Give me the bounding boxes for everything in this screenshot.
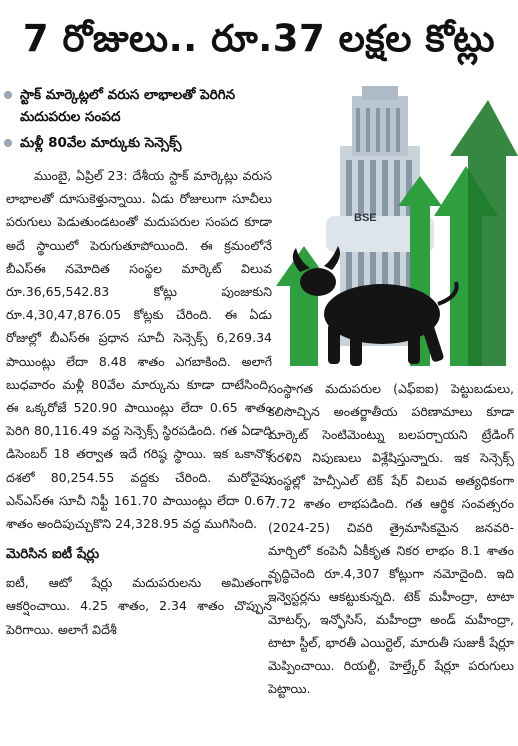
bullet-item (4, 132, 272, 154)
bullet-text: స్టాక్ మార్కెట్లలో వరుస లాభాలతో పెరిగిన మదుపరుల సంపద (20, 87, 236, 125)
article-subhead: మెరిసిన ఐటీ షేర్లు (6, 546, 100, 563)
bullet-text: మళ్లీ 80వేల మార్కుకు సెన్సెక్స్ (20, 135, 182, 151)
bullet-item (4, 84, 272, 128)
bse-bull-illustration (270, 86, 518, 376)
article-paragraph: ఐటీ, ఆటో షేర్లు మదుపరులను అమితంగా ఆకర్షించాయి. 4.25 శాతం, 2.34 శాతం చొప్పున పెరిగాయి. అలాగే విదేశీ (6, 575, 272, 637)
article-column-right (268, 377, 514, 700)
bse-sign: BSE (354, 212, 377, 224)
bullet-dot-icon (4, 139, 12, 147)
headline: 7 రోజులు.. రూ.37 లక్షల కోట్లు (22, 17, 496, 60)
bullet-list (4, 84, 272, 158)
article-lead: ముంబై, ఏప్రిల్ 23: దేశీయ స్టాక్ మార్కెట్లు వరుస లాభాలతో దూసుకెళ్తున్నాయి. ఏడు రోజులుగా సూచీలు పరుగులు పెడుతుండటంతో మదుపరుల సంపద కూడా అదే స్థాయిలో పెరుగుతూపోయింది. ఈ క్రమంలోనే బీఎస్ఈ నమోదిత సంస్థల మార్కెట్ విలువ రూ.36,65,542.83 కోట్లు పుంజుకుని రూ.4,30,47,876.05 కోట్లకు చేరింది. ఈ ఏడు రోజుల్లో బీఎస్ఈ ప్రధాన సూచీ సెన్సెక్స్ 6,269.34 పాయింట్లు లేదా 8.48 శాతం ఎగబాకింది. అలాగే బుధవారం మళ్లీ 80వేల మార్కును కూడా దాటేసింది. ఈ ఒక్కరోజే 520.90 పాయింట్లు లేదా 0.65 శాతం పెరిగి 80,116.49 వద్ద సెన్సెక్స్ స్థిరపడింది. గత ఏడాది డిసెంబర్ 18 తర్వాత ఇదే గరిష్ఠ స్థాయి. ఇక ఒకానొక దశలో 80,254.55 వద్దకు చేరింది. మరోవైపు ఎన్ఎస్ఈ సూచీ నిఫ్టీ 161.70 పాయింట్లు లేదా 0.67 శాతం అందిపుచ్చుకొని 24,328.95 వద్ద ముగిసింది. (6, 168, 272, 532)
bullet-dot-icon (4, 91, 12, 99)
article-paragraph: సంస్థాగత మదుపరుల (ఎఫ్ఐఐ) పెట్టుబడులు, కలిసొచ్చిన అంతర్జాతీయ పరిణామాలు కూడా మార్కెట్ సెంటిమెంట్ను బలపర్చాయని ట్రేడింగ్ సరళిని నిపుణులు విశ్లేషిస్తున్నారు. ఇక సెన్సెక్స్ సంస్థల్లో హెచ్సీఎల్ టెక్ షేర్ విలువ అత్యధికంగా 7.72 శాతం లాభపడింది. గత ఆర్థిక సంవత్సరం (2024-25) చివరి త్రైమాసికమైన జనవరి-మార్చిలో కంపెనీ ఏకీకృత నికర లాభం 8.1 శాతం వృద్ధిచెంది రూ.4,307 కోట్లుగా నమోదైంది. ఇది ఇన్వెస్టర్లను ఆకట్టుకున్నది. టెక్ మహీంద్రా, టాటా మోటర్స్, ఇన్ఫోసిస్, మహీంద్రా అండ్ మహీంద్రా, టాటా స్టీల్, భారతీ ఎయిర్టెల్, మారుతీ సుజుకీ షేర్లూ మెప్పించాయి. రియల్టీ, హెల్త్కేర్ షేర్లూ పరుగులు పెట్టాయి. (268, 381, 514, 697)
article-column-left (6, 164, 272, 641)
